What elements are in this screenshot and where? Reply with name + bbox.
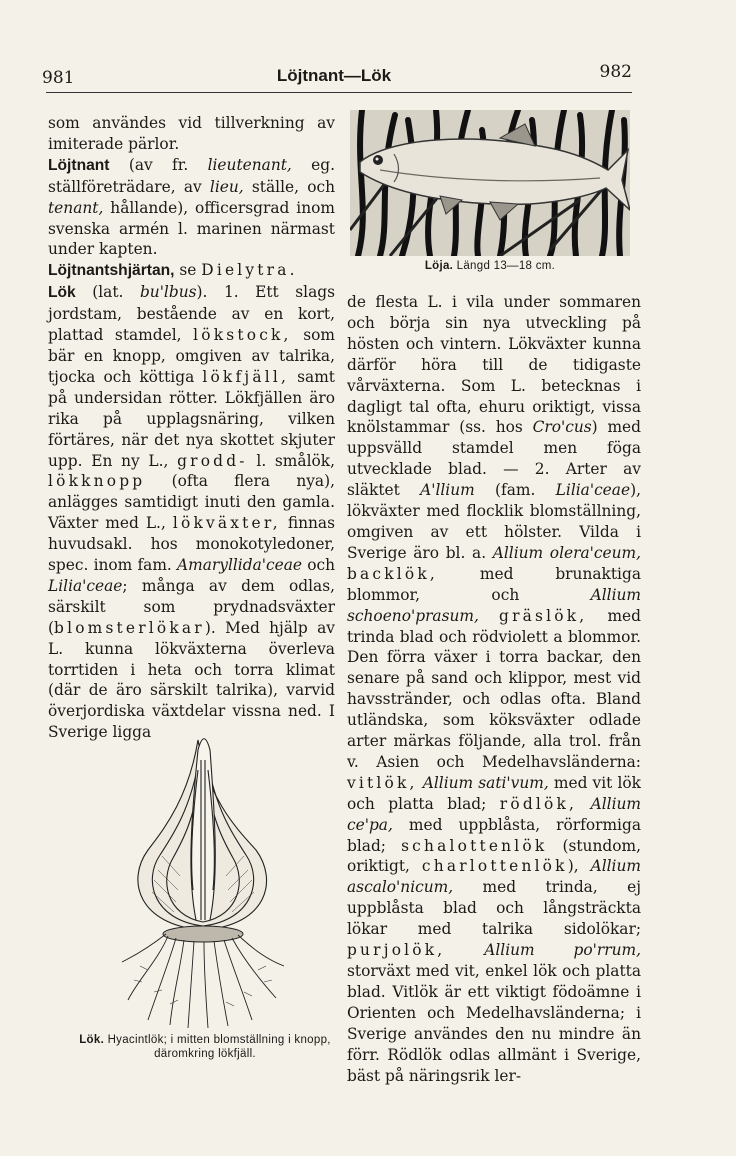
left-column [48, 113, 335, 743]
cross-reference: Dielytra. [201, 261, 298, 280]
page-header [36, 62, 632, 96]
intro-paragraph: som användes vid tillverkning av imiterade pärlor. [48, 114, 335, 153]
bulb-illustration-icon [118, 730, 288, 1030]
entry-lok-continued: de flesta L. i vila under sommaren och börja sin nya utveckling på hösten och vintern. Lökväxter kunna därför höra till de tidigaste vårväxterna. Som L. betecknas i dagligt tal ofta, ehuru oriktigt, vissa knölstammar (ss. hos Cro'cus) med uppsvälld stamdel men föga utvecklade blad. — 2. Arter av släktet A'llium (fam. Lilia'ceae), lökväxter med flocklik blomställning, omgiven av ett hölster. Vilda i Sverige äro bl. a. Allium olera'ceum, backlök, med brunaktiga blommor, och Allium schoeno'prasum, gräslök, med trinda blad och rödviolett a blommor. Den förra växer i torra backar, den senare på sand och klippor, mest vid havsstränder, och odlas ofta. Bland utländska, som köksväxter odlade arter märkas följande, alla trol. från v. Asien och Medelhavsländerna: vitlök, Allium sati'vum, med vit lök och platta blad; rödlök, Allium ce'pa, med uppblåsta, rörformiga blad; schalottenlök (stundom, oriktigt, charlottenlök), Allium ascalo'nicum, med trinda, ej uppblåsta blad och långsträckta lökar med talrika sidolökar; purjolök, Allium po'rrum, storväxt med vit, enkel lök och platta blad. Vitlök är ett viktigt födoämne i Orienten och Medelhavsländerna; i Sverige användes den nu mindre än förr. Rödlök odlas allmänt i Sverige, bäst på näringsrik ler- [347, 293, 641, 1085]
headword-lojtnantshjartan: Löjtnantshjärtan, [48, 262, 175, 280]
headword-lok: Lök [48, 284, 76, 302]
right-column [347, 292, 641, 1086]
page-number-right: 982 [599, 62, 632, 82]
fish-illustration-icon [350, 110, 630, 256]
header-rule [46, 92, 632, 93]
entry-lojtnantshjartan: Löjtnantshjärtan, se Dielytra. [48, 261, 298, 280]
page-number-left: 981 [42, 68, 75, 88]
entry-lok: Lök (lat. bu'lbus). 1. Ett slags jordstam, bestående av en kort, plattad stamdel, lökstock, som bär en knopp, omgiven av talrika, tjocka och köttiga lökfjäll, samt på undersidan rötter. Lökfjällen äro rika på upplagsnäring, vilken förtäres, när det nya skottet skjuter upp. En ny L., grodd- l. smålök, lökknopp (ofta flera nya), anlägges samtidigt inuti den gamla. Växter med L., lökväxter, finnas huvudsakl. hos monokotyledoner, spec. inom fam. Amaryllida'ceae och Lilia'ceae; många av dem odlas, särskilt som prydnadsväxter (blomsterlökar). Med hjälp av L. kunna lökväxterna överleva torrtiden i heta och torra klimat (där de äro särskilt talrika), varvid överjordiska växtdelar vissna ned. I Sverige ligga [48, 283, 335, 742]
bulb-caption: Lök. Hyacintlök; i mitten blomställning i knopp, däromkring lökfjäll. [79, 1034, 331, 1060]
entry-lojtnant: Löjtnant (av fr. lieutenant, eg. ställföreträdare, av lieu, ställe, och tenant, hållande), officersgrad inom svenska armén l. marinen närmast under kapten. [48, 155, 335, 259]
fish-caption: Löja. Längd 13—18 cm. [424, 260, 556, 272]
headword-lojtnant: Löjtnant [48, 156, 110, 174]
running-title: Löjtnant—Lök [276, 66, 392, 85]
